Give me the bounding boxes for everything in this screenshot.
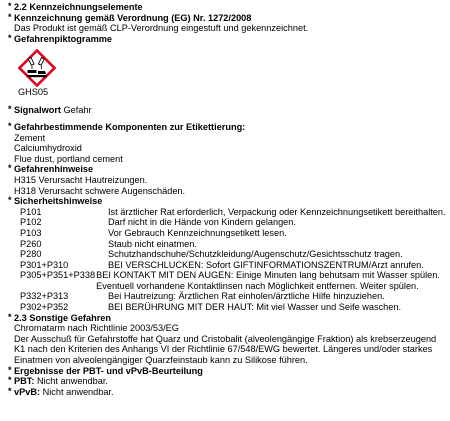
pictogram-heading: * Gefahrenpiktogramme [8, 34, 446, 45]
precaution-row [8, 239, 446, 250]
precaution-text: Schutzhandschuhe/Schutzkleidung/Augenschutz/Gesichtsschutz tragen. [108, 249, 403, 260]
component-item: Calciumhydroxid [14, 143, 82, 154]
components-heading: * Gefahrbestimmende Komponenten zur Etikettierung: [8, 122, 446, 133]
precaution-code: P301+P310 [20, 259, 69, 270]
vpvb-label: vPvB: [14, 386, 41, 397]
pbt-value: Nicht anwendbar. [36, 376, 108, 387]
precaution-row [8, 291, 446, 302]
precaution-code: P302+P352 [20, 302, 69, 313]
pbt-label: PBT: [14, 376, 35, 387]
precaution-text: Bei Hautreizung: Ärztlichen Rat einholen/ärztliche Hilfe hinzuziehen. [108, 291, 385, 302]
precaution-code: P101 [20, 206, 42, 217]
precaution-code: P260 [20, 238, 42, 249]
precaution-row [8, 302, 446, 313]
ghs05-corrosion-icon [8, 49, 446, 87]
component-item: Zement [14, 132, 46, 143]
precaution-code: P280 [20, 249, 42, 260]
precaution-row [8, 270, 446, 291]
regulation-heading: * Kennzeichnung gemäß Verordnung (EG) Nr. 1272/2008 [8, 13, 446, 24]
precaution-row [8, 249, 446, 260]
pictogram-code: GHS05 [18, 87, 49, 98]
hazard-statement: H318 Verursacht schwere Augenschäden. [14, 185, 186, 196]
pbt-result [8, 376, 446, 387]
precaution-text: BEI VERSCHLUCKEN: Sofort GIFTINFORMATIONSZENTRUM/Arzt anrufen. [108, 259, 424, 270]
precaution-text: BEI BERÜHRUNG MIT DER HAUT: Mit viel Wasser und Seife waschen. [108, 302, 402, 313]
precaution-heading: * Sicherheitshinweise [8, 196, 446, 207]
regulation-text: Das Produkt ist gemäß CLP-Verordnung eingestuft und gekennzeichnet. [14, 23, 309, 34]
precaution-code: P103 [20, 227, 42, 238]
precaution-text: Darf nicht in die Hände von Kindern gelangen. [108, 217, 296, 228]
component-item: Flue dust, portland cement [14, 153, 123, 164]
precaution-row [8, 217, 446, 228]
chromate-note: Chromatarm nach Richtlinie 2003/53/EG [14, 323, 179, 334]
section-heading-2-2: * 2.2 Kennzeichnungselemente [8, 2, 446, 13]
pbt-heading: * Ergebnisse der PBT- und vPvB-Beurteilung [8, 366, 446, 377]
signal-word-value: Gefahr [63, 105, 92, 116]
silica-paragraph: Der Ausschuß für Gefahrstoffe hat Quarz und Cristobalit (alveolengängige Fraktion) als krebserzeugend K1 nach den Kriterien des Anhangs VI der Richtlinie 67/548/EWG bewertet. Längeres und/oder starkes Einatmen von alveolengängiger Quarzfeinstaub kann zu Silikose führen. [14, 333, 437, 366]
precaution-text: BEI KONTAKT MIT DEN AUGEN: Einige Minuten lang behutsam mit Wasser spülen. Eventuell vorhandene Kontaktlinsen nach Möglichkeit entfernen. Weiter spülen. [96, 270, 440, 291]
precaution-code: P332+P313 [20, 291, 69, 302]
precaution-text: Staub nicht einatmen. [108, 238, 197, 249]
hazard-heading: * Gefahrenhinweise [8, 164, 446, 175]
sds-section-2 [8, 2, 446, 397]
signal-word [8, 105, 446, 116]
signal-word-label: Signalwort [14, 105, 61, 116]
precaution-code: P102 [20, 217, 42, 228]
precaution-row [8, 260, 446, 271]
vpvb-value: Nicht anwendbar. [42, 386, 114, 397]
precaution-code: P305+P351+P338 [20, 270, 96, 281]
precaution-text: Ist ärztlicher Rat erforderlich, Verpackung oder Kennzeichnungsetikett bereithalten. [108, 206, 446, 217]
precaution-row [8, 228, 446, 239]
section-heading-2-3: * 2.3 Sonstige Gefahren [8, 313, 446, 324]
hazard-statement: H315 Verursacht Hautreizungen. [14, 174, 148, 185]
precaution-row [8, 207, 446, 218]
precaution-text: Vor Gebrauch Kennzeichnungsetikett lesen. [108, 227, 287, 238]
vpvb-result [8, 387, 446, 398]
